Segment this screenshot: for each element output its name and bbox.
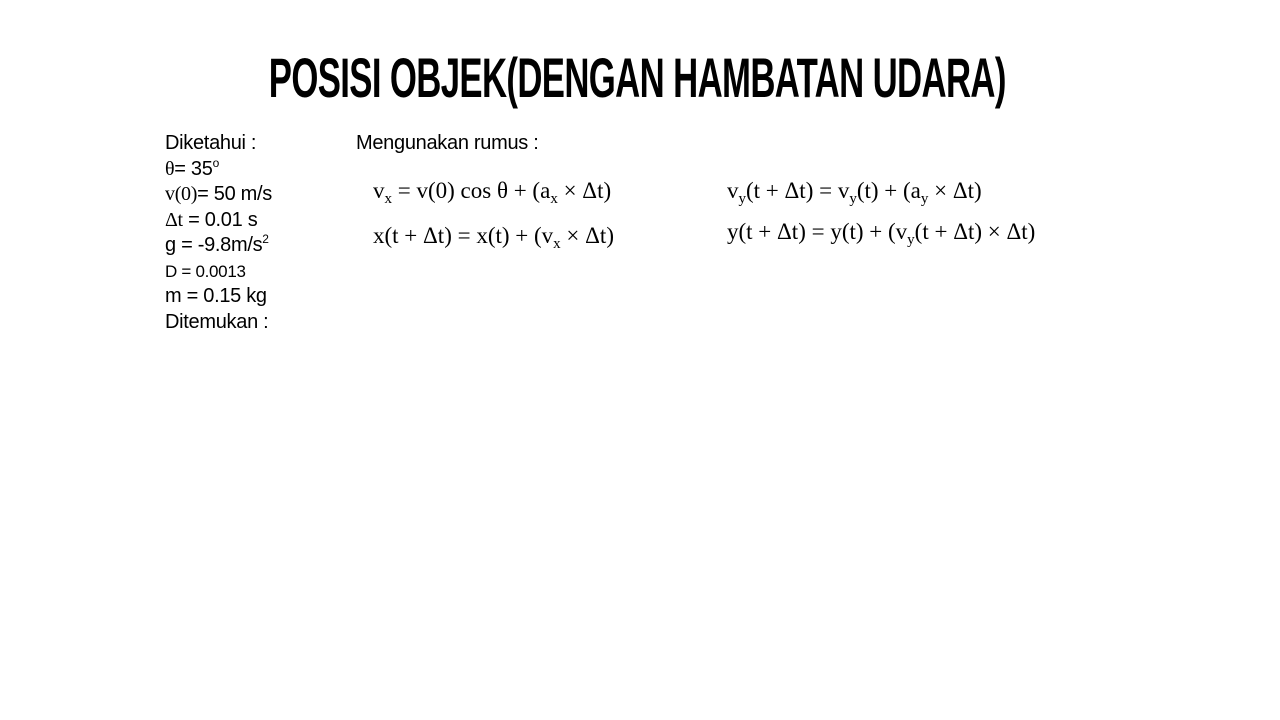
vx-sub: x [384, 191, 392, 207]
dt-symbol: Δt [165, 208, 183, 231]
slide-title: POSISI OBJEK(DENGAN HAMBATAN UDARA) [268, 46, 1006, 109]
vy-v1: v [727, 178, 739, 203]
given-values-block [165, 131, 272, 335]
g-exponent: 2 [262, 232, 269, 246]
found-label: Ditemukan : [165, 310, 269, 333]
theta-unit: o [212, 155, 219, 170]
given-heading: Diketahui : [165, 132, 257, 154]
vy-s1: y [738, 191, 746, 207]
vy-p2: (t) + (a [856, 178, 921, 203]
vy-s3: y [920, 191, 929, 207]
given-initial-velocity [165, 182, 272, 208]
vx-v: v [373, 178, 385, 203]
y-pos-s1: y [907, 232, 915, 248]
vy-p1: (t + Δt) = v [746, 178, 850, 203]
formula-x-position [373, 221, 614, 251]
given-mass: m = 0.15 kg [165, 285, 267, 307]
theta-symbol: θ [165, 157, 175, 180]
given-time-step [165, 208, 272, 234]
given-theta [165, 157, 272, 183]
x-pos-b: × Δt) [560, 223, 614, 248]
formula-vy [727, 176, 982, 206]
y-pos-p2: (t + Δt) × Δt) [914, 219, 1036, 244]
vy-s2: y [849, 191, 857, 207]
g-value: g = -9.8m/s [165, 234, 263, 256]
x-pos-a: x(t + Δt) = x(t) + (v [373, 223, 554, 248]
vx-rhs-a: = v(0) cos θ + (a [392, 178, 551, 203]
theta-value: = 35 [174, 157, 213, 180]
given-drag: D = 0.0013 [165, 261, 246, 281]
v0-value: = 50 m/s [197, 183, 272, 205]
vx-rhs-b: × Δt) [557, 178, 612, 203]
formula-y-position [727, 217, 1035, 247]
y-pos-p1: y(t + Δt) = y(t) + (v [727, 219, 908, 244]
v0-symbol: v(0) [165, 183, 198, 205]
ax-sub: x [550, 191, 558, 207]
vy-p3: × Δt) [928, 178, 982, 203]
x-pos-sub: x [553, 236, 561, 252]
formula-vx [373, 176, 611, 206]
dt-value: = 0.01 s [182, 208, 258, 231]
given-gravity [165, 233, 272, 259]
formulas-heading: Mengunakan rumus : [356, 132, 539, 154]
